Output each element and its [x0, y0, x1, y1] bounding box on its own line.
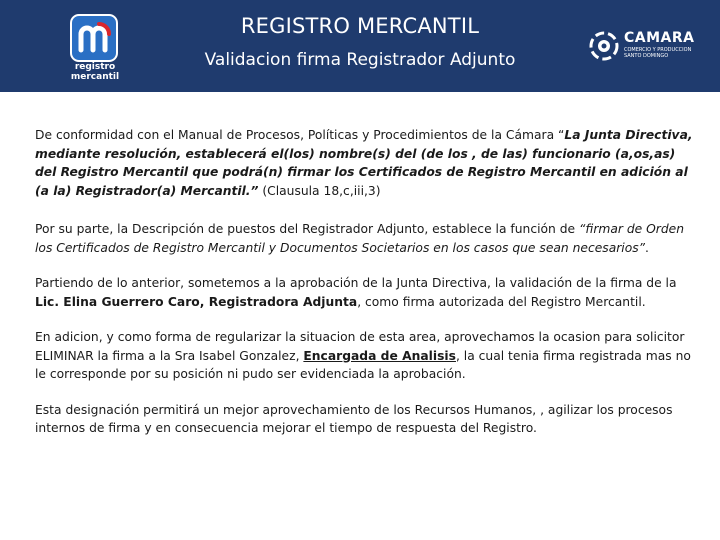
p2-lead: Por su parte, la Descripción de puestos del Registrador Adjunto, establece la función de	[35, 222, 579, 236]
document-body	[35, 126, 695, 455]
p1-lead: De conformidad con el Manual de Procesos, Políticas y Procedimientos de la Cámara “	[35, 128, 565, 142]
p1-quote: La Junta Directiva, mediante resolución, establecerá el(los) nombre(s) del (de los , de las) funcionario (a,os,as) del Registro Mercantil que podrá(n) firmar los Certificados de Registro Mercantil en adición al (a la) Registrador(a) Mercantil.”	[35, 128, 693, 198]
p4-bold: Encargada de Analisis	[303, 348, 456, 363]
p3-tail: , como firma autorizada del Registro Mercantil.	[357, 294, 646, 309]
p3-bold: Lic. Elina Guerrero Caro, Registradora Adjunta	[35, 294, 358, 309]
header-banner	[0, 0, 720, 92]
left-logo-line2: mercantil	[70, 72, 120, 82]
p2-quote: “firmar de Orden los Certificados de Registro Mercantil y Documentos Societarios en los casos que sean necesarios”	[35, 222, 685, 255]
p1-tail: (Clausula 18,c,iii,3)	[258, 183, 381, 198]
page-title: REGISTRO MERCANTIL	[240, 14, 480, 38]
paragraph-1	[35, 126, 695, 200]
camara-logo-tagline-2: SANTO DOMINGO	[624, 53, 669, 59]
p4-tail: , la cual tenia firma registrada mas no le corresponde por su posición ni pudo ser evidenciada la aprobación.	[35, 348, 691, 381]
left-logo-line1: registro	[74, 62, 116, 72]
paragraph-3	[35, 274, 695, 311]
p2-tail: .	[645, 240, 649, 255]
camara-logo	[588, 30, 698, 64]
paragraph-4	[35, 328, 695, 384]
page-subtitle: Validacion firma Registrador Adjunto	[204, 50, 516, 70]
paragraph-2	[35, 220, 695, 257]
p4-lead: En adicion, y como forma de regularizar la situacion de esta area, aprovechamos la ocasion para solicitor ELIMINAR la firma a la Sra Isabel Gonzalez,	[35, 330, 685, 363]
p3-lead: Partiendo de lo anterior, sometemos a la aprobación de la Junta Directiva, la validación de la firma de la	[35, 276, 677, 290]
camara-emblem-icon	[588, 30, 620, 62]
camara-logo-name: CAMARA	[624, 30, 695, 46]
paragraph-5: Esta designación permitirá un mejor aprovechamiento de los Recursos Humanos, , agilizar los procesos internos de firma y en consecuencia mejorar el tiempo de respuesta del Registro.	[35, 402, 673, 435]
camara-logo-tagline-1: COMERCIO Y PRODUCCION	[624, 47, 692, 53]
